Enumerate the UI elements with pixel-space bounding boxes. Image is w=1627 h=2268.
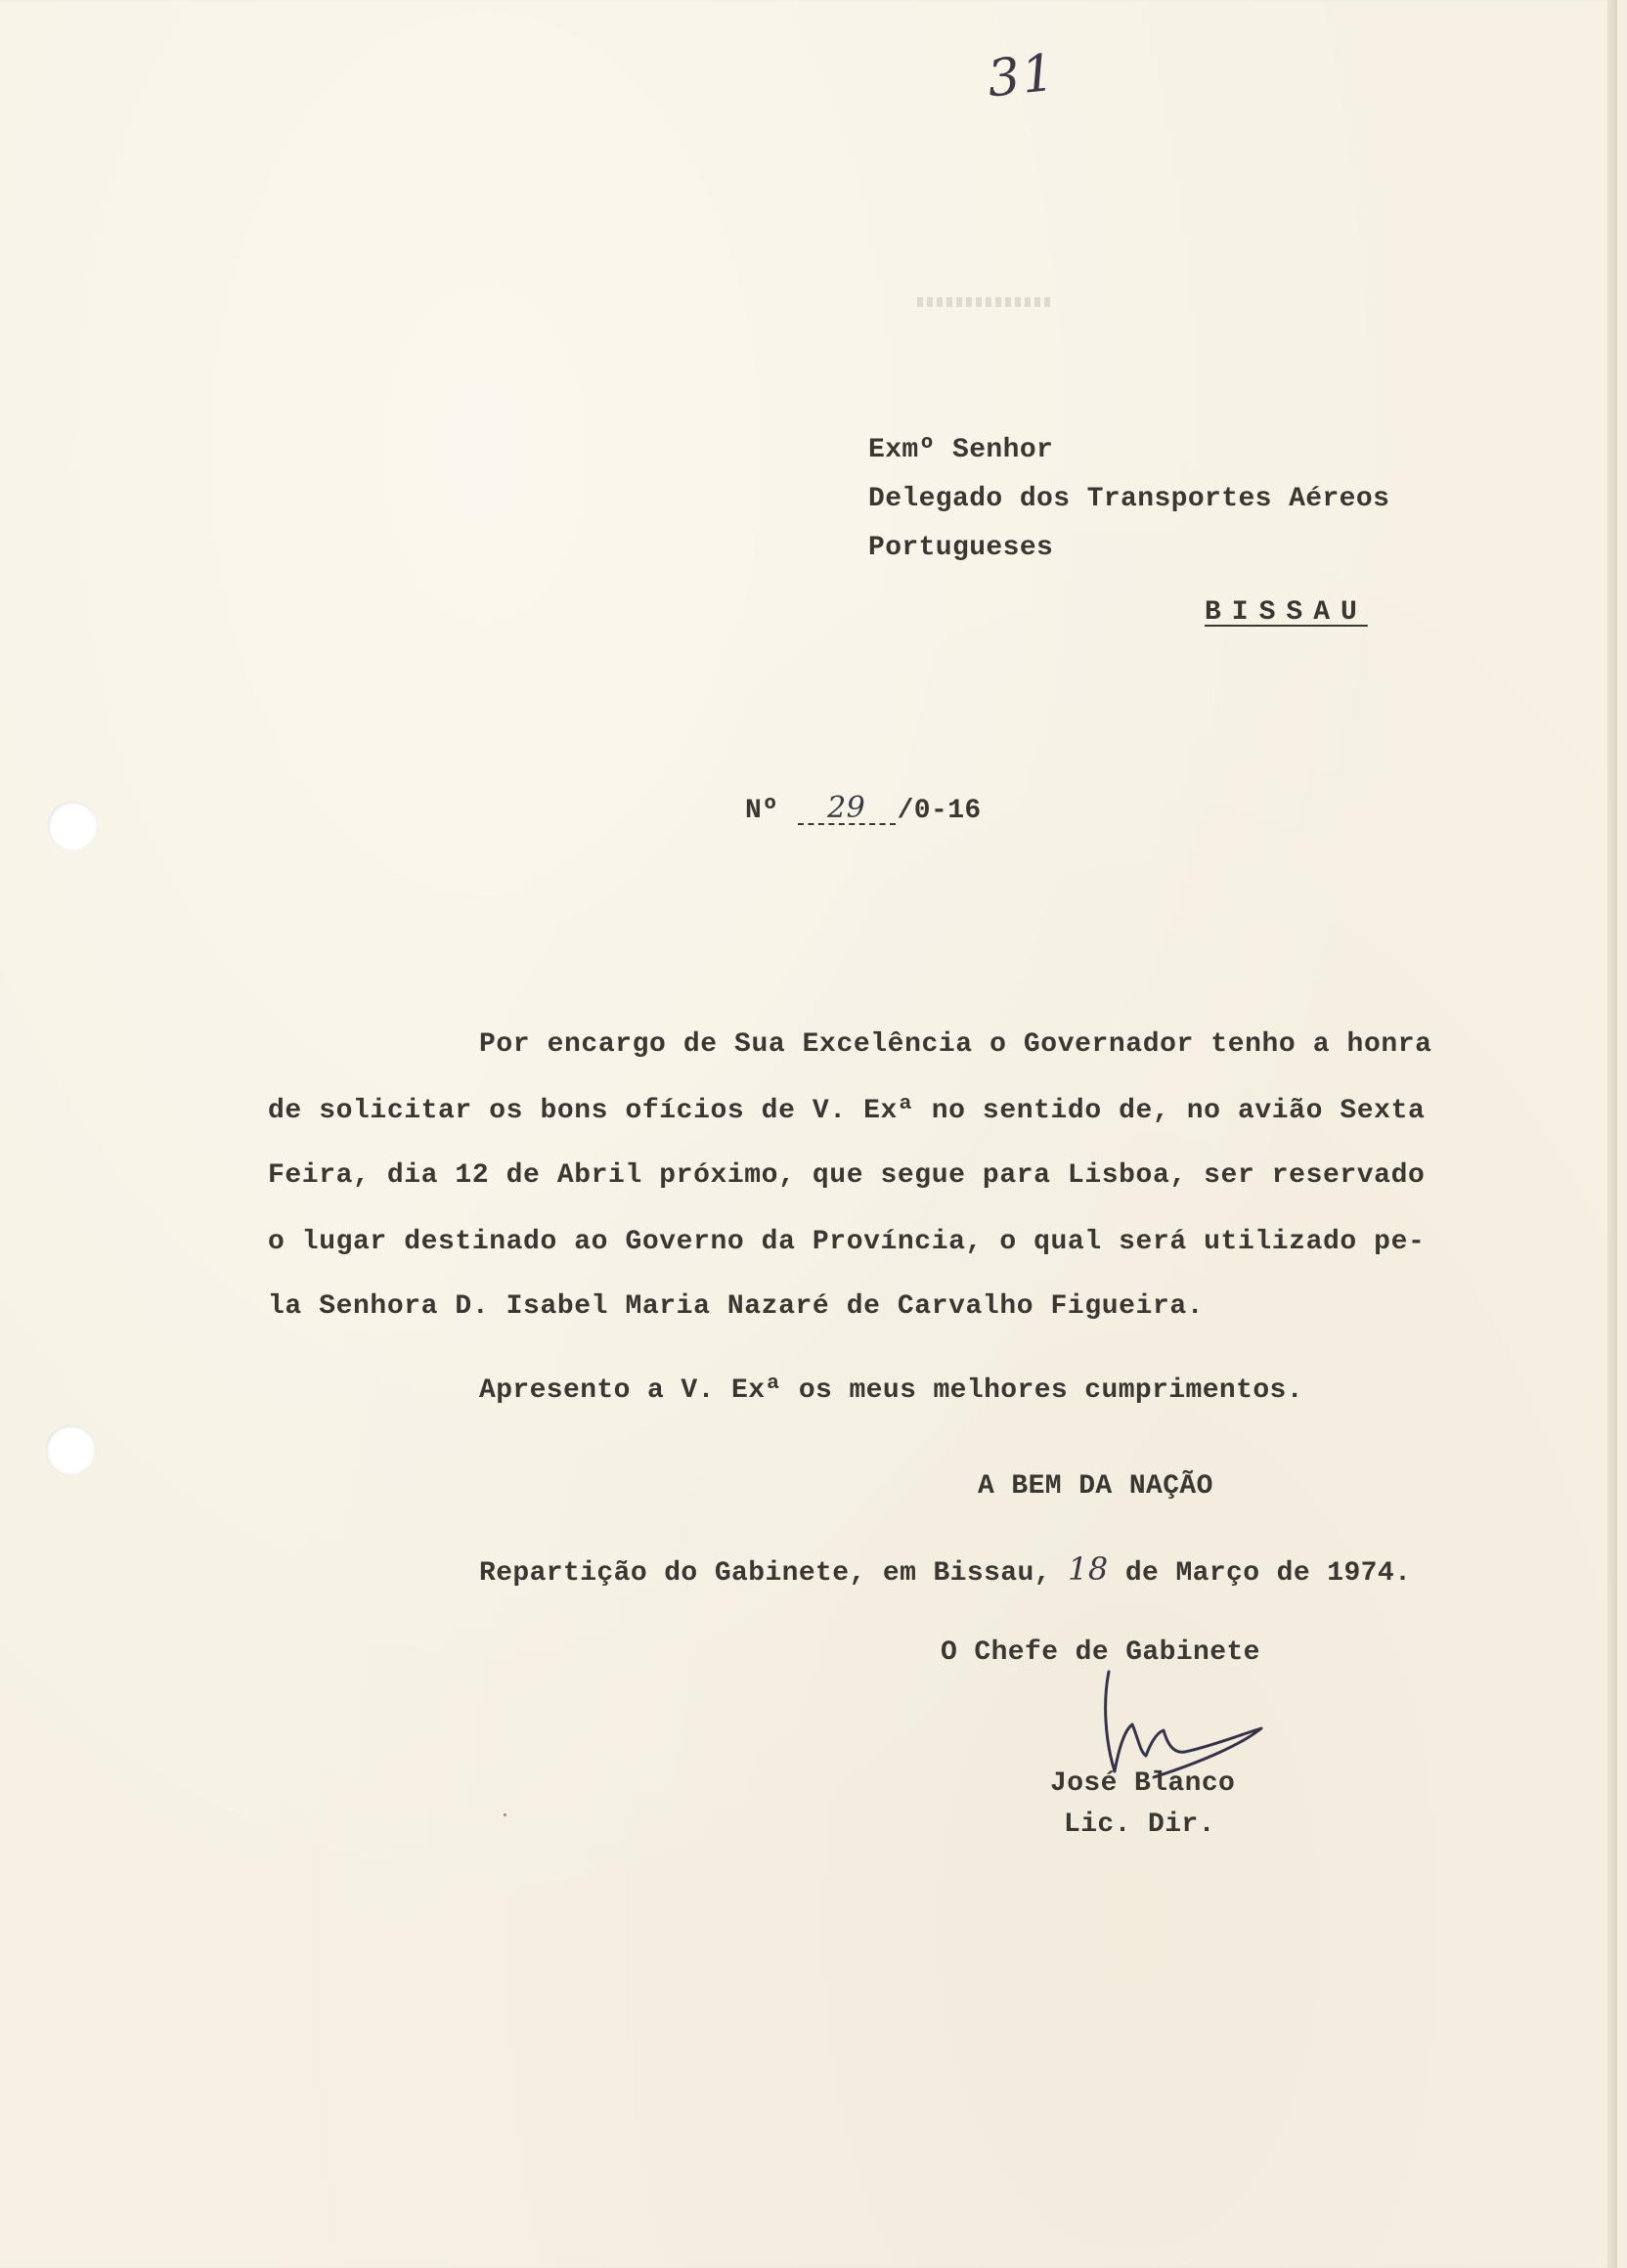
place-text: Repartição do Gabinete, em Bissau,	[479, 1558, 1051, 1589]
recipient-title-cont: Portugueses	[868, 533, 1054, 563]
signatory-degree: Lic. Dir.	[1064, 1810, 1215, 1840]
body-line: de solicitar os bons ofícios de V. Exª no sentido de, no avião Sexta	[268, 1096, 1426, 1126]
recipient-title: Delegado dos Transportes Aéreos	[868, 484, 1390, 514]
closing-greeting: Apresento a V. Exª os meus melhores cumprimentos.	[479, 1375, 1303, 1406]
signatory-role: O Chefe de Gabinete	[941, 1637, 1260, 1668]
faint-stamp-mark	[917, 297, 1054, 307]
recipient-salutation: Exmº Senhor	[868, 435, 1054, 465]
punch-hole	[48, 802, 97, 850]
place-date-line	[479, 1552, 1411, 1591]
paper-speck	[504, 1813, 506, 1816]
closing-motto: A BEM DA NAÇÃO	[978, 1471, 1213, 1502]
recipient-city: BISSAU	[1205, 597, 1368, 628]
date-text: de Março de 1974.	[1124, 1558, 1412, 1589]
body-line: la Senhora D. Isabel Maria Nazaré de Carvalho Figueira.	[268, 1291, 1205, 1322]
paper-edge	[1607, 0, 1617, 2268]
reference-line	[745, 791, 982, 828]
folio-number: 31	[985, 43, 1060, 109]
reference-suffix: /0-16	[897, 796, 982, 826]
punch-hole	[46, 1425, 95, 1474]
body-line: o lugar destinado ao Governo da Província, o qual será utilizado pe-	[268, 1227, 1426, 1257]
date-day: 18	[1068, 1550, 1109, 1588]
body-line: Por encargo de Sua Excelência o Governador tenho a honra	[479, 1029, 1432, 1060]
reference-number: 29	[798, 794, 896, 825]
signatory-name: José Blanco	[1050, 1768, 1236, 1799]
reference-prefix: Nº	[745, 796, 779, 826]
body-line: Feira, dia 12 de Abril próximo, que segue para Lisboa, ser reservado	[268, 1160, 1426, 1191]
